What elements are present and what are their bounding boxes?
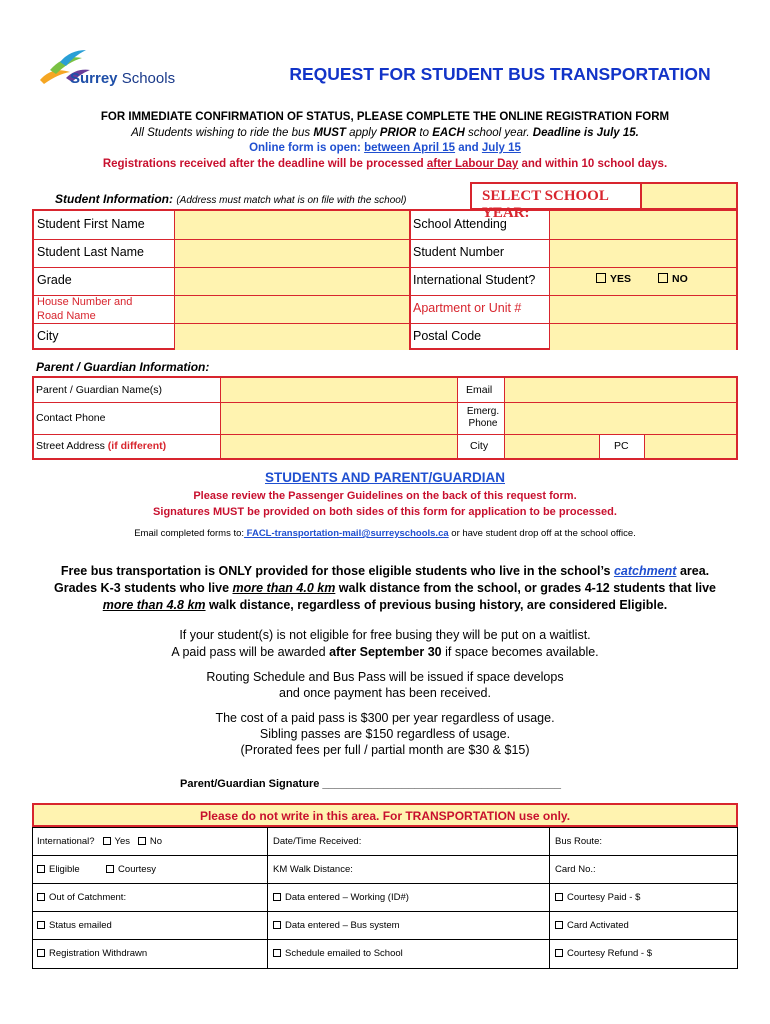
info-p1b: A paid pass will be awarded after September 30 if space becomes available. bbox=[171, 645, 599, 659]
parent-city-label: City bbox=[470, 440, 489, 452]
info-p3b: Sibling passes are $150 regardless of usage. bbox=[259, 727, 511, 741]
eligibility-line-3: more than 4.8 km walk distance, regardless of previous busing history, are considered Eligible. bbox=[102, 598, 668, 612]
school-year-input[interactable] bbox=[640, 182, 738, 210]
city-input[interactable] bbox=[174, 323, 410, 351]
courtesy-checkbox[interactable] bbox=[106, 865, 114, 873]
info-p3c: (Prorated fees per full / partial month are $30 & $15) bbox=[240, 743, 530, 757]
pc-label: PC bbox=[614, 440, 629, 452]
out-of-catchment-checkbox[interactable] bbox=[37, 893, 45, 901]
last-name-input[interactable] bbox=[174, 239, 410, 267]
office-use-table bbox=[32, 827, 738, 969]
info-p2b: and once payment has been received. bbox=[279, 686, 491, 700]
school-attending-label: School Attending bbox=[413, 217, 507, 231]
contact-phone-input[interactable] bbox=[220, 402, 457, 434]
emerg-phone-input[interactable] bbox=[504, 402, 736, 434]
parent-names-label: Parent / Guardian Name(s) bbox=[36, 384, 163, 396]
first-name-label: Student First Name bbox=[37, 217, 145, 231]
email-label: Email bbox=[466, 384, 493, 396]
contact-phone-label: Contact Phone bbox=[36, 412, 106, 424]
student-number-input[interactable] bbox=[549, 239, 736, 267]
last-name-label: Student Last Name bbox=[37, 245, 145, 259]
info-p1a: If your student(s) is not eligible for free busing they will be put on a waitlist. bbox=[179, 628, 591, 642]
house-number-input[interactable] bbox=[174, 295, 410, 323]
grade-input[interactable] bbox=[174, 267, 410, 295]
header-line-1: FOR IMMEDIATE CONFIRMATION OF STATUS, PLEASE COMPLETE THE ONLINE REGISTRATION FORM bbox=[100, 111, 670, 123]
select-school-year-label: SELECT SCHOOL YEAR: bbox=[470, 182, 640, 210]
office-international-yes-checkbox[interactable] bbox=[103, 837, 111, 845]
grade-label: Grade bbox=[37, 273, 72, 287]
eligibility-line-1: Free bus transportation is ONLY provided for those eligible students who live in the school’s catchment area. bbox=[60, 564, 710, 578]
eligibility-line-2: Grades K-3 students who live more than 4.0 km walk distance from the school, or grades 4-12 students that live bbox=[53, 581, 716, 595]
house-number-label: House Number and Road Name bbox=[37, 296, 133, 322]
page-title: REQUEST FOR STUDENT BUS TRANSPORTATION bbox=[289, 64, 711, 84]
data-entered-bus-checkbox[interactable] bbox=[273, 921, 281, 929]
school-attending-input[interactable] bbox=[549, 211, 736, 239]
emerg-phone-label: Emerg. Phone bbox=[466, 406, 500, 429]
header-line-2: All Students wishing to ride the bus MUST apply PRIOR to EACH school year. Deadline is July 15. bbox=[131, 127, 639, 139]
city-label: City bbox=[37, 329, 59, 343]
international-label: International Student? bbox=[413, 273, 536, 287]
info-p2a: Routing Schedule and Bus Pass will be issued if space develops bbox=[206, 670, 564, 684]
sg-line-1: Please review the Passenger Guidelines on the back of this request form. bbox=[193, 490, 577, 502]
date-time-received: Date/Time Received: bbox=[273, 836, 362, 847]
info-p3a: The cost of a paid pass is $300 per year regardless of usage. bbox=[215, 711, 555, 725]
student-info-table bbox=[32, 209, 738, 350]
table-row: International? Yes No Date/Time Received: Bus Route: bbox=[33, 828, 737, 856]
street-address-input[interactable] bbox=[220, 434, 457, 458]
km-walk-distance: KM Walk Distance: bbox=[273, 864, 353, 875]
parent-info-table bbox=[32, 376, 738, 460]
email-link[interactable]: FACL-transportation-mail@surreyschools.ca bbox=[244, 528, 449, 539]
email-input[interactable] bbox=[504, 378, 736, 402]
office-international-no-checkbox[interactable] bbox=[138, 837, 146, 845]
street-address-label: Street Address (if different) bbox=[36, 440, 167, 452]
apartment-input[interactable] bbox=[549, 295, 736, 323]
courtesy-paid-checkbox[interactable] bbox=[555, 893, 563, 901]
international-yes-checkbox[interactable]: YES bbox=[596, 273, 631, 285]
parent-info-heading: Parent / Guardian Information: bbox=[36, 360, 210, 374]
registration-withdrawn-checkbox[interactable] bbox=[37, 949, 45, 957]
office-use-banner: Please do not write in this area. For TRANSPORTATION use only. bbox=[32, 803, 738, 827]
logo-text: Surrey Schools bbox=[70, 70, 176, 87]
schedule-emailed-checkbox[interactable] bbox=[273, 949, 281, 957]
student-number-label: Student Number bbox=[413, 245, 505, 259]
parent-names-input[interactable] bbox=[220, 378, 457, 402]
table-row: Registration Withdrawn Schedule emailed to School Courtesy Refund - $ bbox=[33, 940, 737, 968]
postal-code-label: Postal Code bbox=[413, 329, 482, 343]
signature-line[interactable]: Parent/Guardian Signature _______________________________________ bbox=[180, 778, 562, 790]
email-instructions: Email completed forms to: FACL-transportation-mail@surreyschools.ca or have student drop off at the school office. bbox=[134, 528, 636, 539]
apartment-label: Apartment or Unit # bbox=[413, 301, 522, 315]
table-row: Eligible Courtesy KM Walk Distance: Card No.: bbox=[33, 856, 737, 884]
data-entered-working-checkbox[interactable] bbox=[273, 893, 281, 901]
card-no: Card No.: bbox=[555, 864, 596, 875]
table-row: Status emailed Data entered – Bus system Card Activated bbox=[33, 912, 737, 940]
parent-city-input[interactable] bbox=[504, 434, 599, 458]
pc-input[interactable] bbox=[644, 434, 736, 458]
courtesy-refund-checkbox[interactable] bbox=[555, 949, 563, 957]
eligible-checkbox[interactable] bbox=[37, 865, 45, 873]
status-emailed-checkbox[interactable] bbox=[37, 921, 45, 929]
header-line-3: Online form is open: between April 15 and July 15 bbox=[249, 142, 521, 154]
sg-line-2: Signatures MUST be provided on both sides of this form for application to be processed. bbox=[153, 506, 617, 518]
international-no-checkbox[interactable]: NO bbox=[658, 273, 688, 285]
first-name-input[interactable] bbox=[174, 211, 410, 239]
sg-title: STUDENTS AND PARENT/GUARDIAN bbox=[264, 470, 505, 485]
table-row: Out of Catchment: Data entered – Working (ID#) Courtesy Paid - $ bbox=[33, 884, 737, 912]
header-line-4: Registrations received after the deadline will be processed after Labour Day and within 10 school days. bbox=[102, 158, 668, 170]
card-activated-checkbox[interactable] bbox=[555, 921, 563, 929]
postal-code-input[interactable] bbox=[549, 323, 736, 351]
student-info-heading: Student Information: (Address must match what is on file with the school) bbox=[55, 192, 407, 206]
bus-route: Bus Route: bbox=[555, 836, 602, 847]
